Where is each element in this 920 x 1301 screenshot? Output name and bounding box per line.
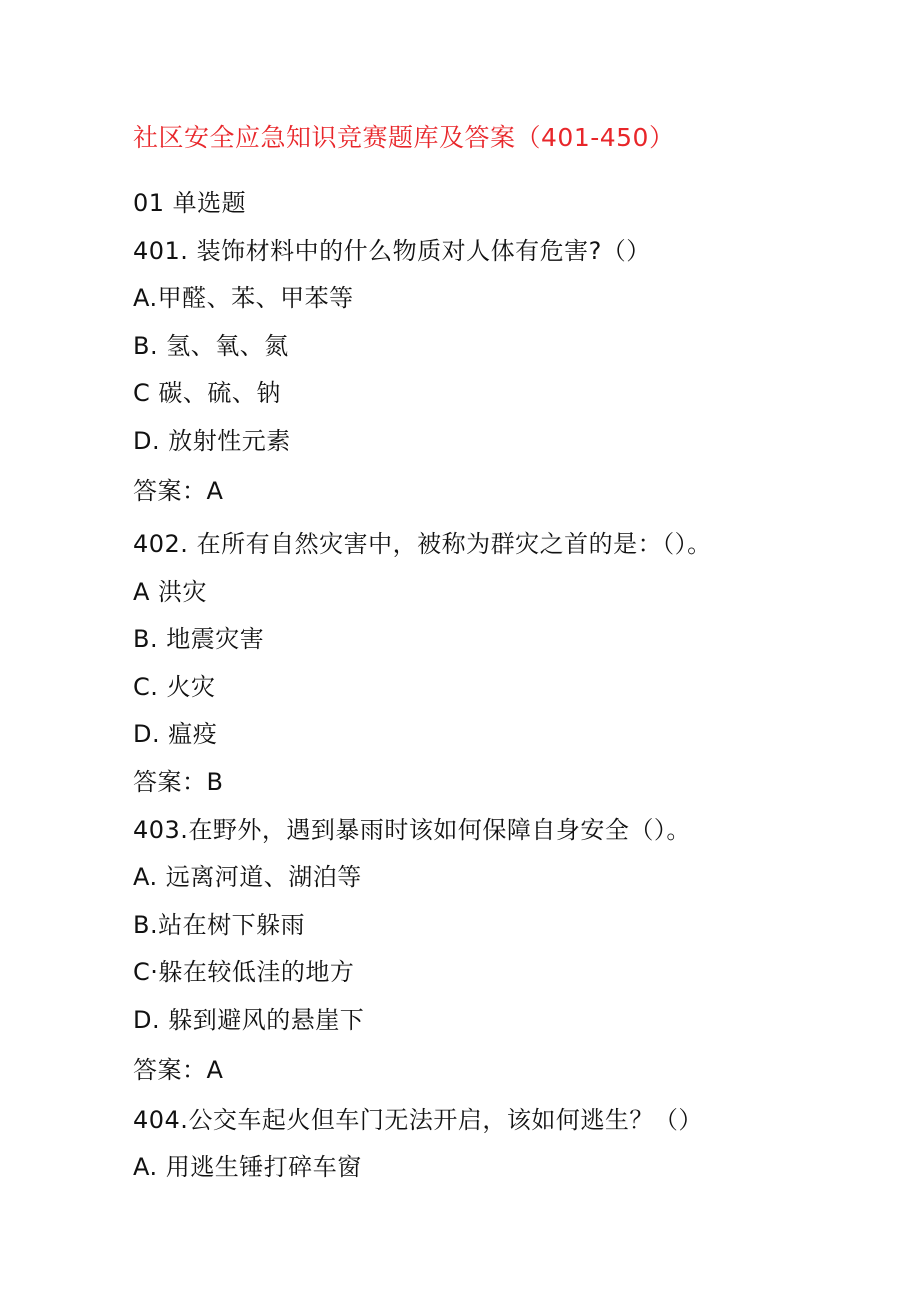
- question-text: 401. 装饰材料中的什么物质对人体有危害?（）: [133, 237, 651, 265]
- document-title: 社区安全应急知识竞赛题库及答案（401-450）: [133, 123, 675, 152]
- option-a: A.甲醛、苯、甲苯等: [133, 284, 354, 312]
- option-c: C·躲在较低洼的地方: [133, 958, 355, 986]
- option-d: D. 瘟疫: [133, 720, 218, 748]
- option-c: C 碳、硫、钠: [133, 379, 281, 407]
- section-heading: 01 单选题: [133, 189, 247, 217]
- option-a: A. 远离河道、湖泊等: [133, 863, 362, 891]
- question-text: 402. 在所有自然灾害中，被称为群灾之首的是：（）。: [133, 530, 712, 558]
- option-b: B. 氢、氧、氮: [133, 332, 289, 360]
- option-d: D. 躲到避风的悬崖下: [133, 1006, 365, 1034]
- option-d: D. 放射性元素: [133, 427, 291, 455]
- question-text: 404.公交车起火但车门无法开启，该如何逃生？（）: [133, 1106, 703, 1134]
- option-a: A. 用逃生锤打碎车窗: [133, 1153, 362, 1181]
- option-c: C. 火灾: [133, 673, 216, 701]
- answer-text: 答案：B: [133, 768, 224, 796]
- option-b: B.站在树下躲雨: [133, 911, 306, 939]
- question-text: 403.在野外，遇到暴雨时该如何保障自身安全（）。: [133, 816, 691, 844]
- option-a: A 洪灾: [133, 578, 208, 606]
- option-b: B. 地震灾害: [133, 625, 265, 653]
- answer-text: 答案：A: [133, 477, 224, 505]
- answer-text: 答案：A: [133, 1056, 224, 1084]
